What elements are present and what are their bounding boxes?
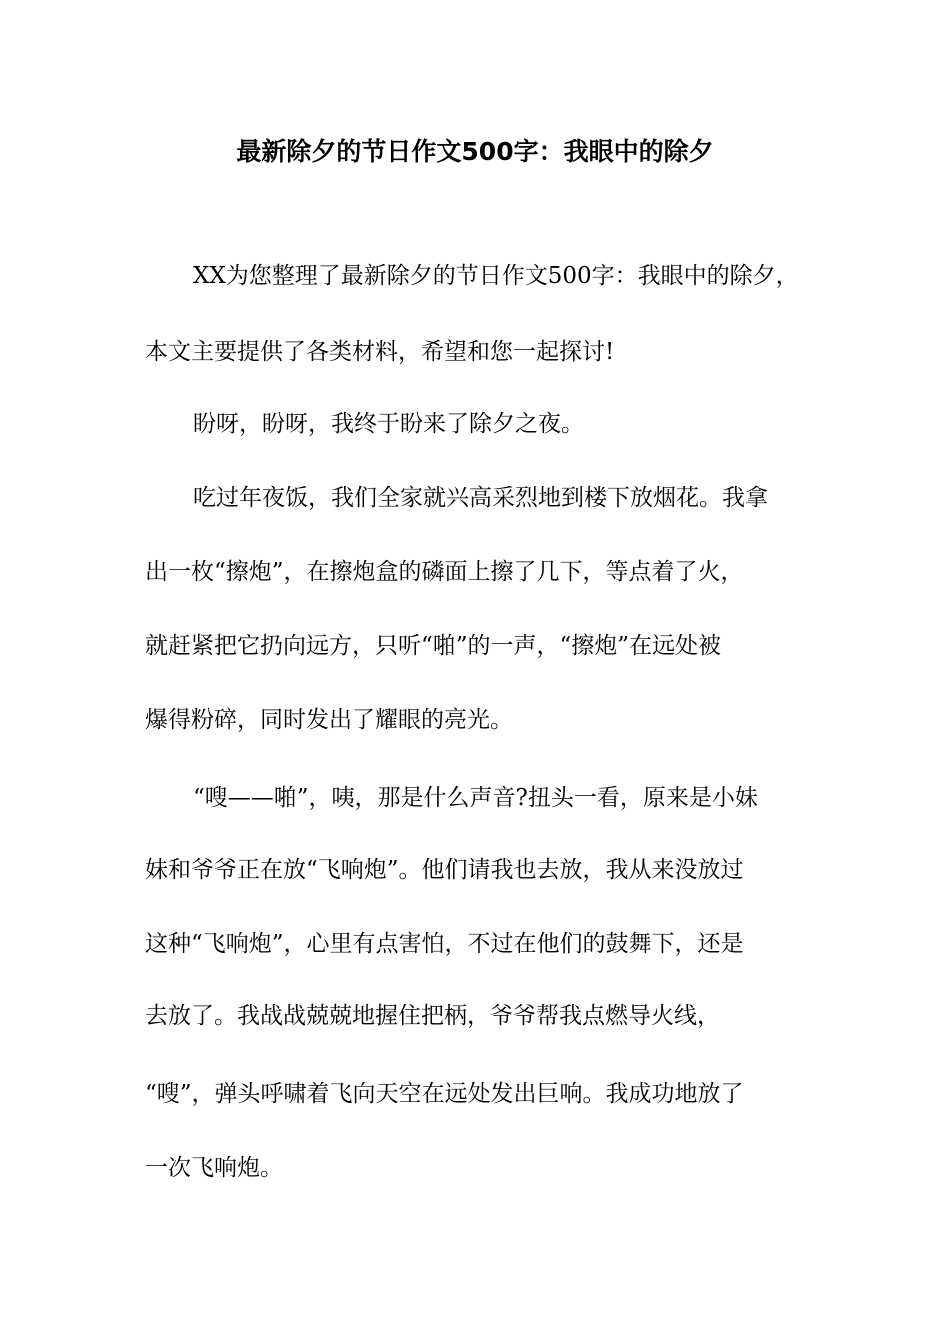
paragraph-3-line-4: 爆得粉碎，同时发出了耀眼的亮光。 (145, 707, 513, 733)
paragraph-4-line-1: “嗖——啪”，咦，那是什么声音?扭头一看，原来是小妹 (193, 785, 758, 811)
paragraph-2-line-1: 盼呀，盼呀，我终于盼来了除夕之夜。 (193, 411, 584, 437)
paragraph-4-line-3: 这种“飞响炮”，心里有点害怕，不过在他们的鼓舞下，还是 (145, 931, 744, 957)
paragraph-4-line-4: 去放了。我战战兢兢地握住把柄，爷爷帮我点燃导火线， (145, 1003, 720, 1029)
paragraph-4-line-2: 妹和爷爷正在放“飞响炮”。他们请我也去放，我从来没放过 (145, 857, 744, 883)
paragraph-3-line-1: 吃过年夜饭，我们全家就兴高采烈地到楼下放烟花。我拿 (193, 485, 768, 511)
paragraph-3-line-3: 就赶紧把它扔向远方，只听“啪”的一声，“擦炮”在远处被 (145, 633, 722, 659)
paragraph-4-line-5: “嗖”，弹头呼啸着飞向天空在远处发出巨响。我成功地放了 (145, 1081, 744, 1107)
document-title: 最新除夕的节日作文500字：我眼中的除夕 (236, 137, 714, 166)
paragraph-3-line-2: 出一枚“擦炮”，在擦炮盒的磷面上擦了几下，等点着了火， (145, 559, 744, 585)
paragraph-1-line-2: 本文主要提供了各类材料，希望和您一起探讨! (145, 339, 615, 365)
paragraph-4-line-6: 一次飞响炮。 (145, 1155, 283, 1181)
paragraph-1-line-1: XX为您整理了最新除夕的节日作文500字：我眼中的除夕， (193, 263, 799, 289)
